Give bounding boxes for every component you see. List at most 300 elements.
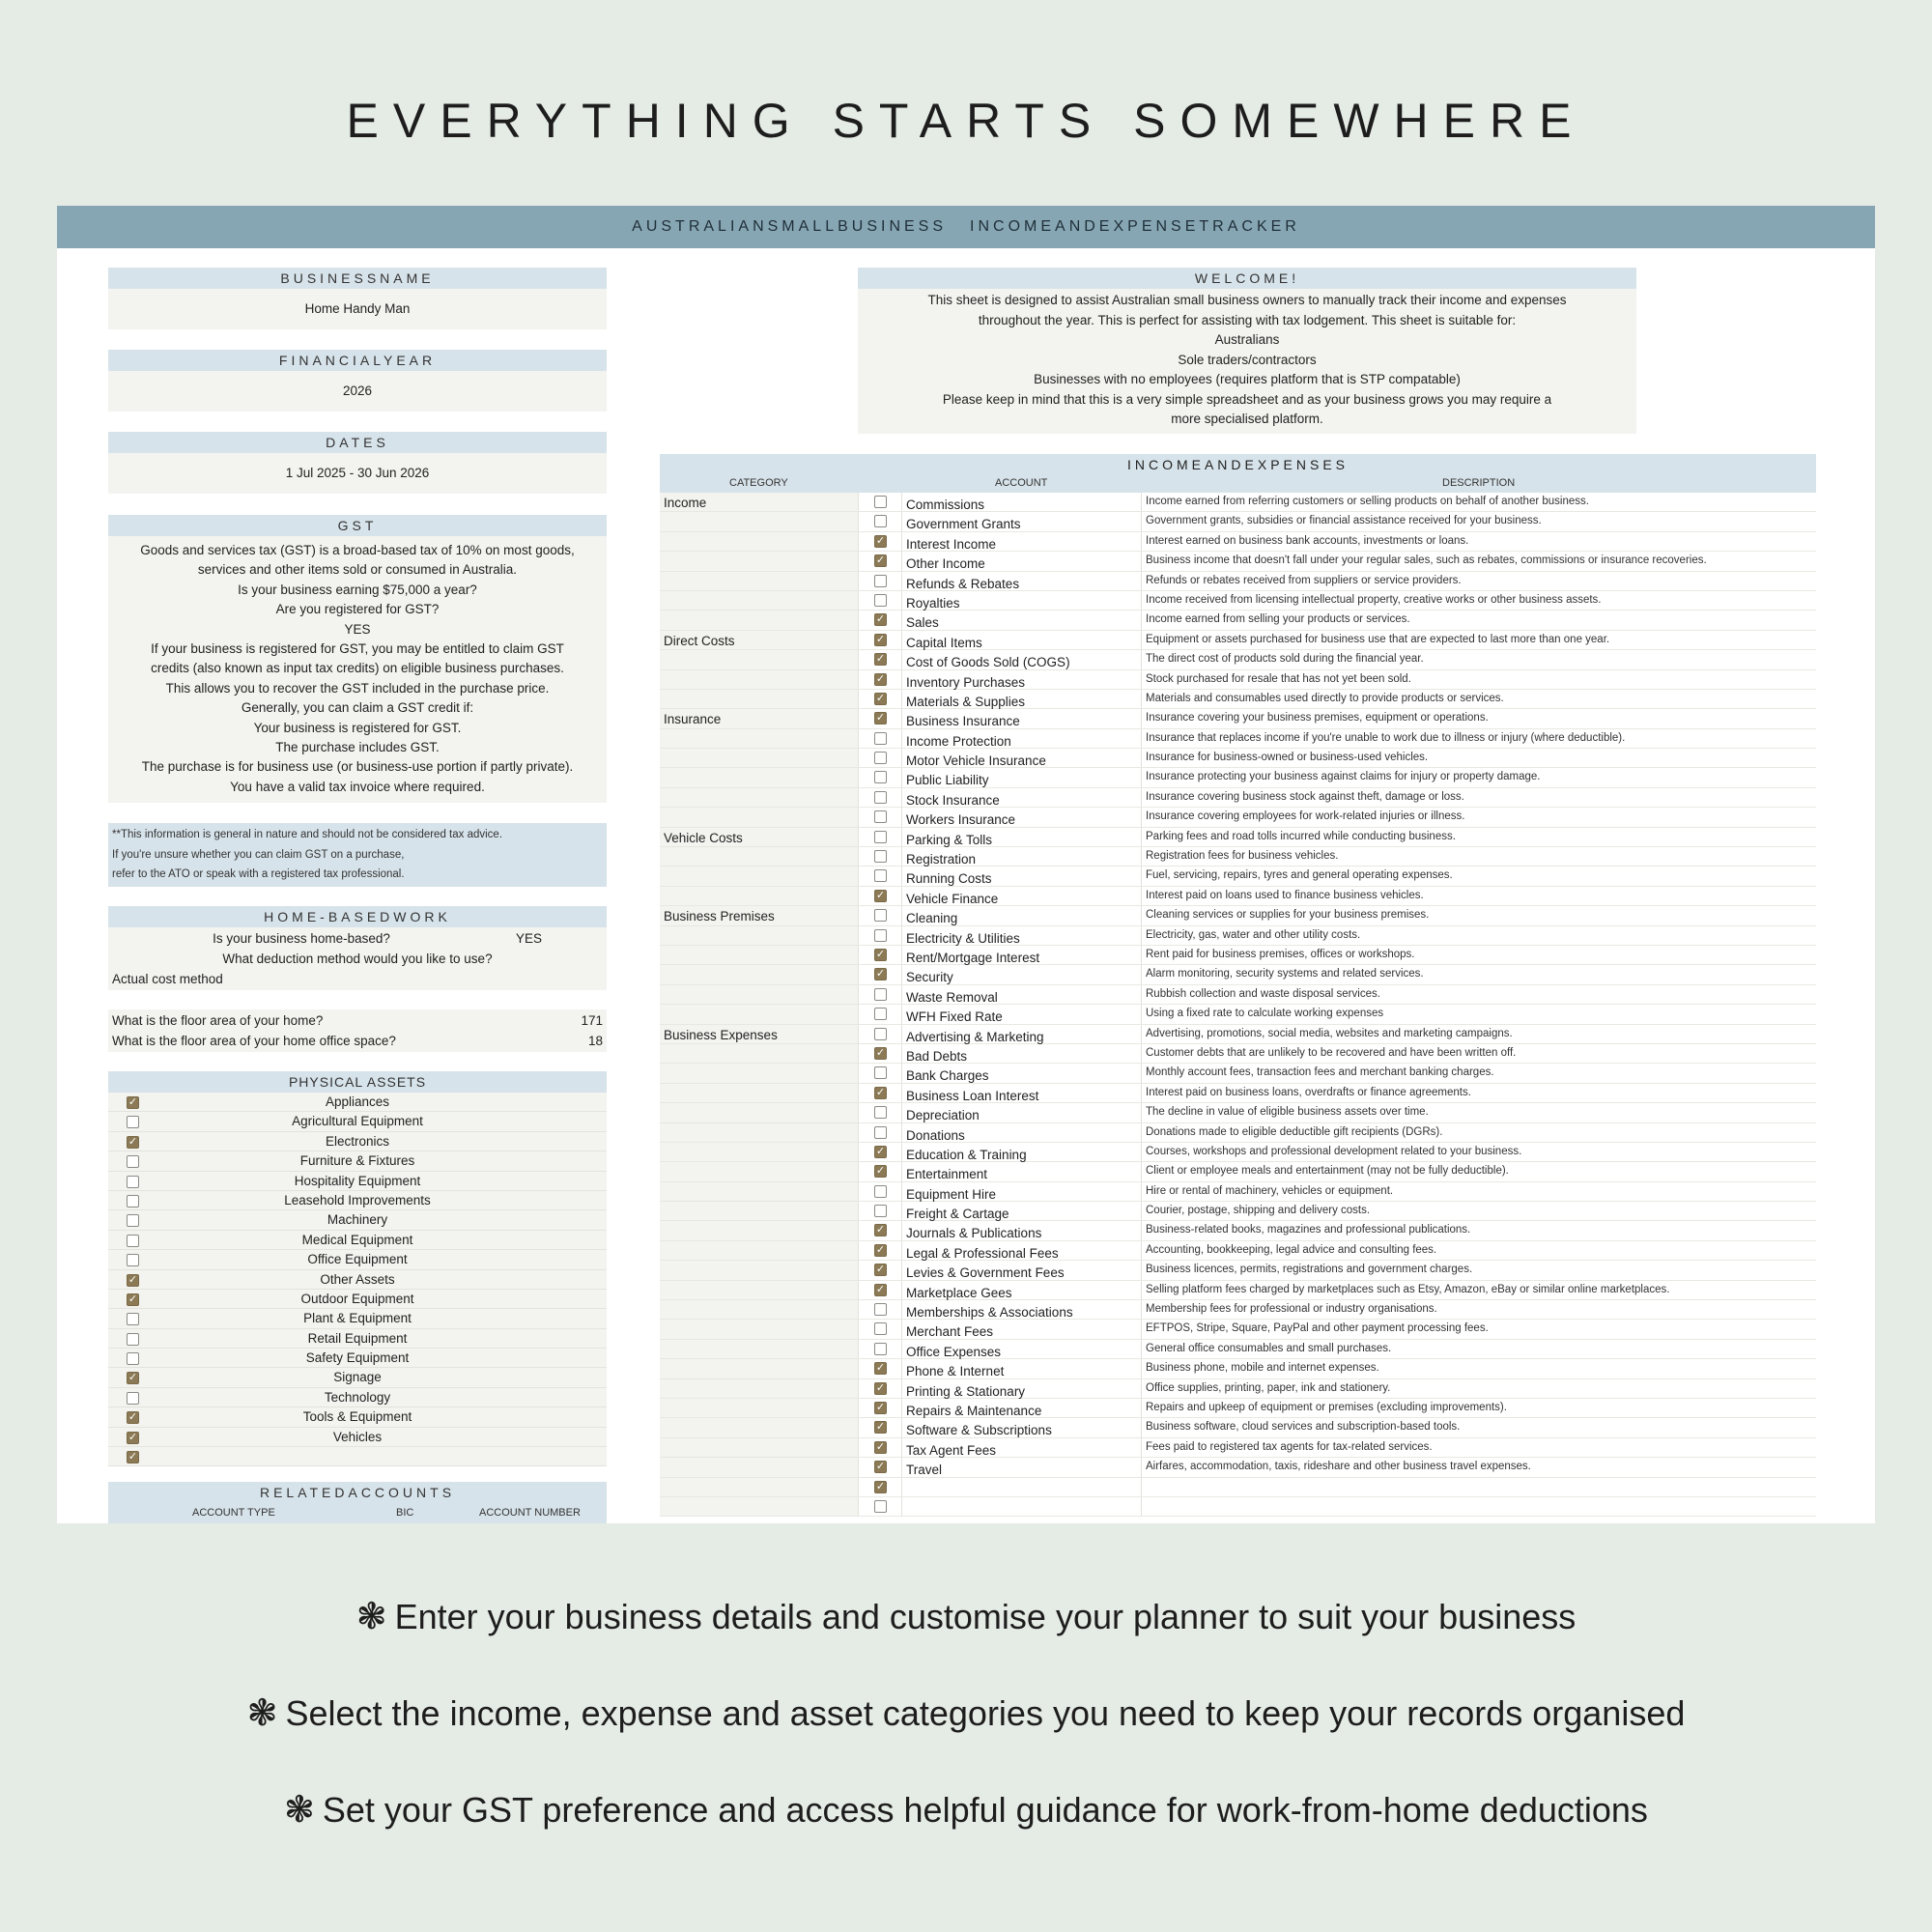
description-text: Office supplies, printing, paper, ink and stationery. [1146,1381,1391,1394]
financial-year-header: FINANCIALYEAR [108,350,607,371]
checkbox[interactable]: ✓ [875,1264,886,1276]
bullet-2: ❃ Select the income, expense and asset categories you need to keep your records organised [246,1693,1686,1734]
floor-area-block [108,1009,607,1052]
checkbox[interactable] [874,1185,887,1198]
category-label: Direct Costs [664,633,735,648]
checkbox[interactable] [874,752,887,764]
bullet-3: ❃ Set your GST preference and access helpful guidance for work-from-home deductions [284,1790,1648,1831]
welcome-line: throughout the year. This is perfect for assisting with tax lodgement. This sheet is suitable for: [978,312,1517,327]
checkbox[interactable] [874,929,887,942]
asset-row [108,1388,607,1407]
table-row [660,1143,1816,1162]
asset-label: Office Equipment [307,1252,408,1267]
financial-year-block [108,350,607,412]
col-account-number: ACCOUNT NUMBER [479,1507,581,1519]
description-text: Refunds or rebates received from suppliers or service providers. [1146,574,1462,586]
account-label: Other Income [906,556,985,572]
description-text: Income earned from selling your products or services. [1146,613,1410,626]
home-floor-area-value[interactable]: 171 [581,1013,603,1028]
table-row [660,1103,1816,1122]
col-account: ACCOUNT [995,477,1048,489]
welcome-header: WELCOME! [858,268,1636,289]
table-row [660,1320,1816,1339]
table-row [660,847,1816,867]
checkbox[interactable]: ✓ [875,1381,886,1394]
checkbox[interactable] [874,810,887,823]
financial-year-input[interactable]: 2026 [108,371,607,412]
description-text: Insurance protecting your business against claims for injury or property damage. [1146,771,1541,783]
gst-line: Goods and services tax (GST) is a broad-based tax of 10% on most goods, [140,543,575,557]
description-text: Income earned from referring customers or selling products on behalf of another business. [1146,496,1589,507]
home-floor-area-question: What is the floor area of your home? [112,1013,324,1028]
account-label: Merchant Fees [906,1324,994,1340]
description-text: Income received from licensing intellectual property, creative works or other business assets. [1146,593,1602,606]
description-text: Donations made to eligible deductible gift recipients (DGRs). [1146,1125,1443,1138]
account-label: Freight & Cartage [906,1207,1009,1222]
col-account-type: ACCOUNT TYPE [192,1507,275,1519]
account-label: Repairs & Maintenance [906,1403,1042,1418]
account-label: Cleaning [906,911,958,926]
col-bic: BIC [396,1507,414,1519]
checkbox[interactable]: ✓ [128,1372,138,1384]
bullet-1: ❃ Enter your business details and customise your planner to suit your business [355,1597,1577,1637]
description-text: Stock purchased for resale that has not yet been sold. [1146,672,1411,685]
table-row [660,1221,1816,1240]
description-text: Interest earned on business bank accounts, investments or loans. [1146,534,1469,547]
checkbox[interactable] [874,1303,887,1316]
checkbox[interactable] [127,1235,139,1247]
checkbox[interactable]: ✓ [875,1145,886,1157]
description-text: Airfares, accommodation, taxis, rideshare and other business travel expenses. [1146,1461,1531,1473]
home-based-header: HOME-BASEDWORK [108,906,607,927]
table-row [660,768,1816,787]
description-text: Materials and consumables used directly to provide products or services. [1146,692,1504,704]
checkbox[interactable] [874,1322,887,1335]
checkbox[interactable] [127,1392,139,1405]
dates-value: 1 Jul 2025 - 30 Jun 2026 [108,453,607,494]
description-text: Interest paid on loans used to finance business vehicles. [1146,889,1424,901]
asset-row [108,1270,607,1290]
asset-label: Technology [324,1389,391,1405]
asset-row [108,1191,607,1210]
gst-line: You have a valid tax invoice where required. [230,779,485,794]
asset-row [108,1447,607,1466]
description-text: Cleaning services or supplies for your business premises. [1146,909,1430,922]
related-accounts-header: RELATEDACCOUNTS [108,1482,607,1503]
gst-line: services and other items sold or consumed in Australia. [197,562,518,578]
physical-assets-header: PHYSICAL ASSETS [108,1071,607,1093]
checkbox[interactable] [874,771,887,783]
account-label: Workers Insurance [906,812,1016,828]
table-row [660,1084,1816,1103]
checkbox[interactable]: ✓ [128,1096,138,1108]
checkbox[interactable] [127,1195,139,1208]
account-label: Government Grants [906,517,1021,532]
asset-row [108,1349,607,1368]
checkbox[interactable]: ✓ [875,633,886,645]
asset-row [108,1112,607,1131]
table-row [660,631,1816,650]
account-label: Advertising & Marketing [906,1029,1044,1044]
checkbox[interactable]: ✓ [875,1243,886,1256]
welcome-line: This sheet is designed to assist Australian small business owners to manually track their income and expenses [927,293,1567,307]
home-based-question: Is your business home-based? [213,931,390,946]
checkbox[interactable] [874,575,887,587]
deduction-method-answer[interactable]: Actual cost method [112,972,223,986]
checkbox[interactable]: ✓ [875,1224,886,1236]
asset-row [108,1093,607,1112]
income-expenses-header: INCOMEANDEXPENSES [660,454,1816,473]
description-text: Membership fees for professional or industry organisations. [1146,1303,1437,1316]
description-text: Business income that doesn't fall under your regular sales, such as rebates, commissions or insurance recoveries. [1146,554,1707,567]
account-label: Bad Debts [906,1048,968,1064]
checkbox[interactable] [127,1333,139,1346]
checkbox[interactable] [874,1500,887,1513]
table-row [660,572,1816,591]
description-text: Insurance that replaces income if you're unable to work due to illness or injury (where deductible). [1146,731,1626,744]
table-row [660,690,1816,709]
description-text: The decline in value of eligible business assets over time. [1146,1106,1429,1119]
checkbox[interactable] [874,732,887,745]
description-text: Registration fees for business vehicles. [1146,850,1339,863]
account-label: Office Expenses [906,1344,1002,1359]
checkbox[interactable] [127,1155,139,1168]
asset-label: Medical Equipment [301,1232,413,1247]
account-label: Education & Training [906,1147,1027,1162]
table-row [660,1005,1816,1024]
checkbox[interactable]: ✓ [875,613,886,626]
asset-label: Safety Equipment [305,1350,410,1366]
account-label: Income Protection [906,733,1011,749]
description-text: Parking fees and road tolls incurred while conducting business. [1146,830,1456,842]
category-label: Business Expenses [664,1027,778,1042]
asset-label: Vehicles [332,1429,383,1444]
description-text: Customer debts that are unlikely to be recovered and have been written off. [1146,1046,1517,1059]
checkbox[interactable]: ✓ [128,1451,138,1463]
asset-label: Appliances [325,1094,390,1109]
gst-line: YES [344,621,371,637]
category-label: Insurance [664,712,722,727]
home-based-block [108,906,607,990]
home-based-answer[interactable]: YES [516,931,543,946]
gst-line: The purchase is for business use (or business-use portion if partly private). [141,759,574,775]
asset-row [108,1250,607,1269]
dates-header: DATES [108,432,607,453]
asset-label: Retail Equipment [307,1330,408,1346]
account-label: Tax Agent Fees [906,1442,997,1458]
related-accounts-block [108,1482,607,1523]
checkbox[interactable] [874,1106,887,1119]
disclaimer-line: If you're unsure whether you can claim GST on a purchase, [112,848,405,861]
category-label: Vehicle Costs [664,830,743,845]
account-label: Legal & Professional Fees [906,1245,1059,1261]
checkbox[interactable] [874,1126,887,1139]
table-row [660,552,1816,571]
checkbox[interactable] [127,1254,139,1266]
description-text: Fees paid to registered tax agents for tax-related services. [1146,1440,1433,1453]
description-text: Business licences, permits, registrations and government charges. [1146,1264,1473,1276]
description-text: Insurance covering employees for work-related injuries or illness. [1146,810,1465,823]
table-row [660,532,1816,552]
description-text: Monthly account fees, transaction fees and merchant banking charges. [1146,1066,1494,1079]
checkbox[interactable]: ✓ [875,1165,886,1178]
business-name-block [108,268,607,329]
description-text: Using a fixed rate to calculate working expenses [1146,1008,1384,1020]
table-row [660,985,1816,1005]
table-row [660,650,1816,669]
account-label: Equipment Hire [906,1186,997,1202]
description-text: Fuel, servicing, repairs, tyres and general operating expenses. [1146,869,1453,882]
asset-row [108,1290,607,1309]
dates-block [108,432,607,494]
account-label: Software & Subscriptions [906,1423,1052,1438]
description-text: Government grants, subsidies or financial assistance received for your business. [1146,515,1542,527]
checkbox[interactable] [874,1343,887,1355]
account-label: Depreciation [906,1108,980,1123]
checkbox[interactable] [874,1066,887,1079]
welcome-line: Please keep in mind that this is a very simple spreadsheet and as your business grows you may require a [942,391,1552,407]
description-text: The direct cost of products sold during the financial year. [1146,653,1424,666]
account-label: Sales [906,615,939,631]
table-row [660,1182,1816,1202]
table-row [660,591,1816,611]
gst-text [108,536,607,803]
gst-block [108,515,607,803]
table-row [660,1044,1816,1064]
col-description: DESCRIPTION [1442,477,1516,489]
gst-line: Is your business earning $75,000 a year? [238,582,477,597]
checkbox[interactable]: ✓ [875,1440,886,1453]
checkbox[interactable]: ✓ [128,1293,138,1305]
account-label: Motor Vehicle Insurance [906,753,1046,769]
col-category: CATEGORY [729,477,788,489]
table-row [660,926,1816,946]
checkbox[interactable]: ✓ [875,653,886,666]
checkbox[interactable] [874,869,887,882]
table-row [660,1340,1816,1359]
welcome-block [858,268,1636,434]
gst-line: Are you registered for GST? [275,602,440,617]
table-row [660,493,1816,512]
checkbox[interactable]: ✓ [875,712,886,724]
account-label: Cost of Goods Sold (COGS) [906,655,1070,670]
account-label: Marketplace Gees [906,1285,1012,1300]
checkbox[interactable] [874,988,887,1001]
asset-label: Signage [333,1370,382,1385]
checkbox[interactable] [127,1352,139,1365]
table-row [660,887,1816,906]
description-text: Repairs and upkeep of equipment or premises (excluding improvements). [1146,1401,1507,1413]
table-row [660,788,1816,808]
table-row [660,512,1816,531]
table-row [660,808,1816,827]
asset-row [108,1132,607,1151]
table-row [660,1399,1816,1418]
table-row [660,1202,1816,1221]
description-text: Business software, cloud services and subscription-based tools. [1146,1421,1461,1434]
welcome-text [858,289,1636,434]
checkbox[interactable]: ✓ [875,692,886,704]
banner-part-1: AUSTRALIANSMALLBUSINESS [632,218,948,235]
asset-row [108,1151,607,1171]
welcome-line: Australians [1214,332,1280,347]
description-text: Insurance covering your business premises, equipment or operations. [1146,712,1489,724]
table-row [660,1438,1816,1458]
flower-icon: ❃ [355,1597,387,1637]
checkbox[interactable]: ✓ [875,968,886,980]
account-label: Security [906,970,953,985]
checkbox[interactable]: ✓ [875,1362,886,1375]
account-label: Travel [906,1463,943,1478]
checkbox[interactable] [874,496,887,508]
gst-line: If your business is registered for GST, you may be entitled to claim GST [151,640,564,656]
flower-icon: ❃ [284,1790,315,1831]
checkbox[interactable] [127,1176,139,1188]
checkbox[interactable]: ✓ [875,1283,886,1295]
welcome-line: more specialised platform. [1171,412,1323,426]
checkbox[interactable] [874,909,887,922]
account-label: Business Loan Interest [906,1088,1039,1103]
checkbox[interactable]: ✓ [875,1421,886,1434]
asset-row [108,1231,607,1250]
description-text: Rent paid for business premises, offices or workshops. [1146,948,1415,960]
welcome-line: Businesses with no employees (requires platform that is STP compatable) [1034,372,1461,386]
checkbox[interactable] [874,594,887,607]
checkbox[interactable] [127,1313,139,1325]
asset-label: Electronics [325,1133,390,1149]
checkbox[interactable]: ✓ [875,1461,886,1473]
checkbox[interactable]: ✓ [875,948,886,960]
checkbox[interactable] [874,1008,887,1020]
checkbox[interactable]: ✓ [128,1431,138,1443]
checkbox[interactable]: ✓ [875,1046,886,1059]
asset-row [108,1329,607,1349]
gst-line: Your business is registered for GST. [253,720,462,735]
account-label: Business Insurance [906,714,1020,729]
asset-label: Hospitality Equipment [294,1173,421,1188]
description-text: Courier, postage, shipping and delivery costs. [1146,1205,1371,1217]
checkbox[interactable] [874,850,887,863]
table-row [660,906,1816,925]
checkbox[interactable]: ✓ [875,889,886,901]
description-text: Accounting, bookkeeping, legal advice and consulting fees. [1146,1243,1437,1256]
table-row [660,1478,1816,1497]
checkbox[interactable] [874,791,887,804]
account-label: Materials & Supplies [906,694,1026,709]
income-expenses-table [660,454,1816,1517]
account-label: Rent/Mortgage Interest [906,950,1040,965]
table-row [660,1162,1816,1181]
account-label: Stock Insurance [906,792,1000,808]
table-row [660,1497,1816,1517]
flower-icon: ❃ [246,1693,278,1734]
asset-row [108,1407,607,1427]
account-label: Phone & Internet [906,1364,1005,1379]
banner-part-2: INCOMEANDEXPENSETRACKER [970,218,1300,235]
checkbox[interactable]: ✓ [875,672,886,685]
business-name-input[interactable]: Home Handy Man [108,289,607,329]
table-row [660,1261,1816,1280]
table-row [660,1241,1816,1261]
account-label: Refunds & Rebates [906,576,1020,591]
checkbox[interactable] [874,831,887,843]
checkbox[interactable] [874,1205,887,1217]
checkbox[interactable]: ✓ [128,1273,138,1286]
physical-assets-block [108,1071,607,1466]
table-row [660,749,1816,768]
account-label: Interest Income [906,536,997,552]
disclaimer-line: refer to the ATO or speak with a registered tax professional. [112,868,405,880]
table-row [660,1064,1816,1083]
welcome-line: Sole traders/contractors [1178,352,1317,367]
asset-label: Plant & Equipment [303,1311,412,1326]
account-label: Running Costs [906,871,992,887]
table-row [660,1123,1816,1143]
office-floor-area-value[interactable]: 18 [587,1034,603,1048]
checkbox[interactable] [874,515,887,527]
table-row [660,965,1816,984]
category-label: Business Premises [664,909,775,924]
table-row [660,670,1816,690]
asset-label: Machinery [327,1212,388,1228]
description-text: Client or employee meals and entertainment (may not be fully deductible). [1146,1165,1509,1178]
account-label: Journals & Publications [906,1226,1042,1241]
table-row [660,1418,1816,1437]
description-text: Insurance for business-owned or business-used vehicles. [1146,752,1429,764]
account-label: Vehicle Finance [906,891,999,906]
checkbox[interactable] [127,1214,139,1227]
asset-label: Leasehold Improvements [284,1192,431,1208]
account-label: Printing & Stationary [906,1383,1026,1399]
asset-row [108,1309,607,1328]
checkbox[interactable] [874,1028,887,1040]
description-text: Equipment or assets purchased for business use that are expected to last more than one year. [1146,633,1610,645]
checkbox[interactable] [127,1116,139,1128]
asset-label: Agricultural Equipment [292,1114,423,1129]
description-text: Business-related books, magazines and professional publications. [1146,1224,1471,1236]
checkbox[interactable]: ✓ [875,1401,886,1413]
account-label: Inventory Purchases [906,674,1026,690]
account-label: Parking & Tolls [906,832,993,847]
description-text: Rubbish collection and waste disposal services. [1146,987,1380,1000]
account-label: Commissions [906,497,985,512]
gst-line: Generally, you can claim a GST credit if: [241,700,474,716]
checkbox[interactable]: ✓ [128,1411,138,1424]
account-label: Levies & Government Fees [906,1265,1065,1281]
account-label: Donations [906,1127,965,1143]
checkbox[interactable]: ✓ [128,1135,138,1148]
account-label: Registration [906,852,977,867]
table-row [660,1300,1816,1320]
account-label: Bank Charges [906,1068,989,1084]
checkbox[interactable]: ✓ [875,1086,886,1098]
checkbox[interactable]: ✓ [875,1480,886,1492]
description-text: Business phone, mobile and internet expenses. [1146,1362,1379,1375]
account-label: Electricity & Utilities [906,930,1020,946]
asset-label: Outdoor Equipment [300,1291,414,1306]
account-label: Public Liability [906,773,989,788]
spreadsheet [57,206,1875,1523]
table-row [660,828,1816,847]
checkbox[interactable]: ✓ [875,554,886,567]
description-text: Hire or rental of machinery, vehicles or equipment. [1146,1184,1394,1197]
checkbox[interactable]: ✓ [875,534,886,547]
gst-line: credits (also known as input tax credits) on eligible business purchases. [151,661,564,676]
table-row [660,1458,1816,1477]
table-row [660,709,1816,728]
description-text: Interest paid on business loans, overdrafts or finance agreements. [1146,1086,1471,1098]
table-row [660,946,1816,965]
